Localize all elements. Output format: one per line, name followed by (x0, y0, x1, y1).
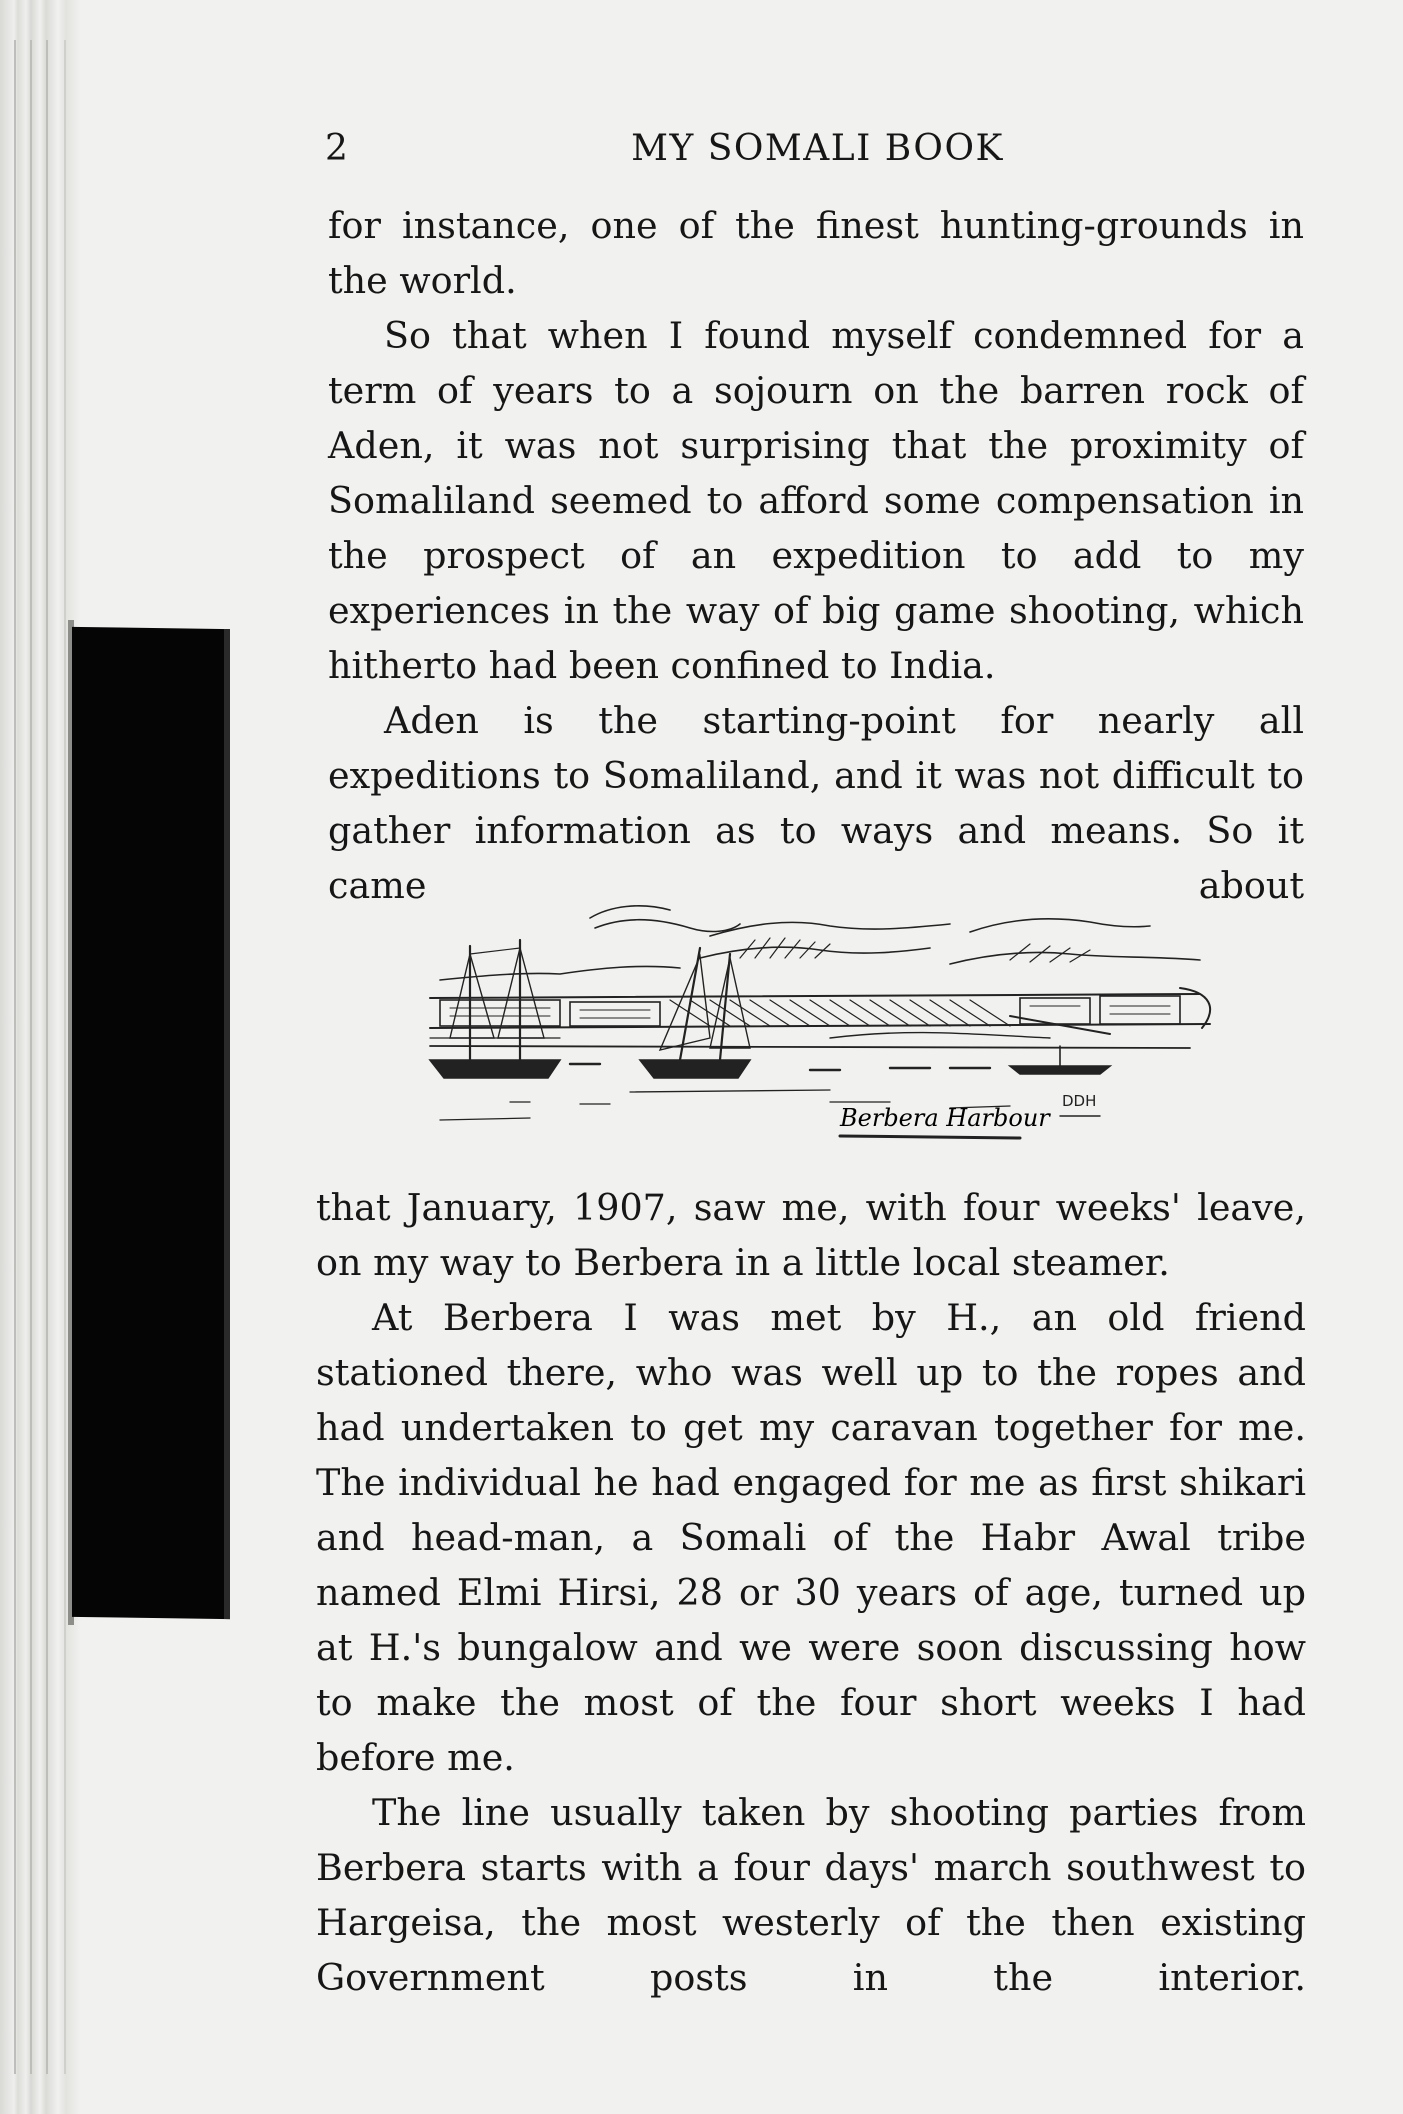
paragraph: Aden is the starting-point for nearly all expeditions to Somaliland, and it was not difficult to gather information as to ways and means. So it came about (328, 699, 1304, 907)
page-edge-line (30, 40, 32, 2074)
text-block-bottom (316, 1180, 1306, 2005)
illustration-caption: Berbera Harbour (840, 1104, 1050, 1132)
berbera-harbour-sketch (410, 888, 1230, 1148)
paragraph: for instance, one of the finest hunting-grounds in the world. (328, 204, 1304, 302)
page-edge-line (64, 40, 66, 2074)
paragraph: So that when I found myself condemned for a term of years to a sojourn on the barren rock of Aden, it was not surprising that the proximity of Somaliland seemed to afford some compensation in the prospect of an expedition to add to my experiences in the way of big game shooting, which hitherto had been confined to India. (328, 314, 1304, 687)
paragraph: that January, 1907, saw me, with four weeks' leave, on my way to Berbera in a little local steamer. (316, 1186, 1306, 1284)
page-edge-line (46, 40, 48, 2074)
paragraph: At Berbera I was met by H., an old friend stationed there, who was well up to the ropes and had undertaken to get my caravan together for me. The individual he had engaged for me as first shikari and head-man, a Somali of the Habr Awal tribe named Elmi Hirsi, 28 or 30 years of age, turned up at H.'s bungalow and we were soon discussing how to make the most of the four short weeks I had before me. (316, 1296, 1306, 1779)
page-edge-line (14, 40, 16, 2074)
text-block-top (328, 198, 1304, 913)
page-number: 2 (325, 128, 348, 169)
running-title: MY SOMALI BOOK (631, 128, 1004, 169)
paragraph: The line usually taken by shooting parties from Berbera starts with a four days' march southwest to Hargeisa, the most westerly of the then existing Government posts in the interior. (316, 1791, 1306, 1999)
black-tab-marker (72, 627, 230, 1619)
page-header (325, 128, 1310, 178)
illustration-signature: DDH (1062, 1092, 1097, 1110)
